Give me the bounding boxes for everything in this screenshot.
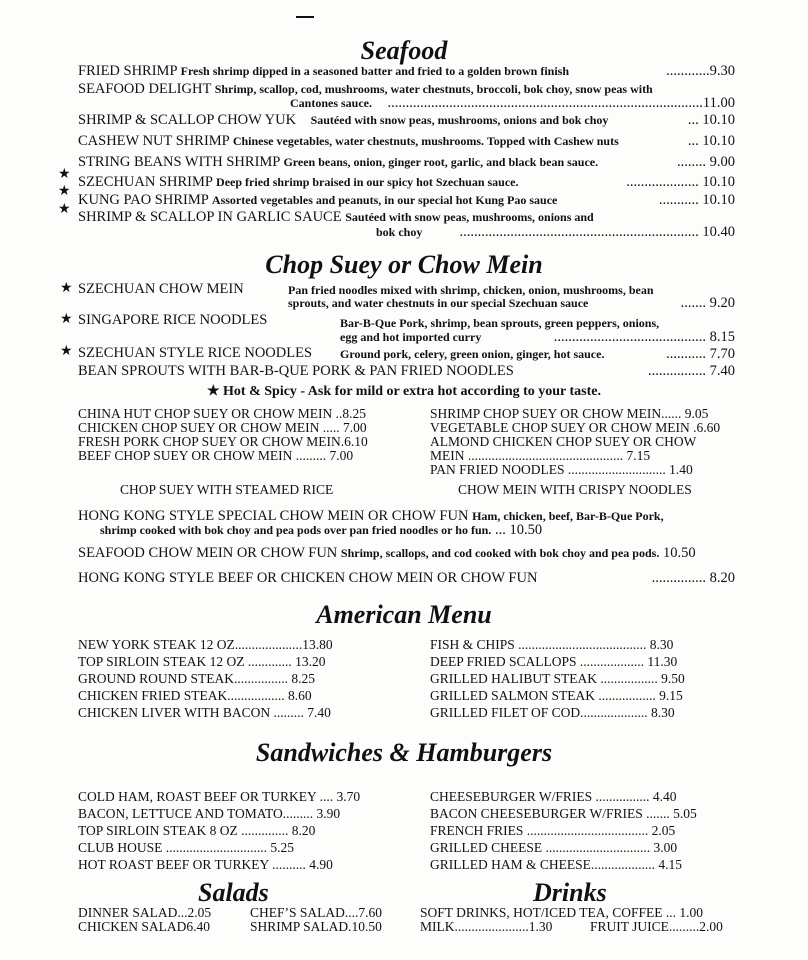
chop-suey-heading: Chop Suey or Chow Mein	[265, 250, 543, 279]
menu-item-shrimp-salad: SHRIMP SALAD.10.50	[250, 919, 382, 934]
item-description: Cantones sauce.	[290, 96, 373, 110]
menu-item-cheeseburger: CHEESEBURGER W/FRIES ................ 4.40	[430, 789, 677, 804]
menu-item-top-sirloin-8: TOP SIRLOIN STEAK 8 OZ .............. 8.20	[78, 823, 316, 838]
spicy-star-icon: ★	[58, 202, 71, 217]
menu-item-grilled-salmon: GRILLED SALMON STEAK ................. 9.15	[430, 688, 683, 703]
menu-item-ny-steak: NEW YORK STEAK 12 OZ....................13.80	[78, 637, 333, 652]
menu-item-blt: BACON, LETTUCE AND TOMATO......... 3.90	[78, 806, 341, 821]
item-description: shrimp cooked with bok choy and pea pods over pan fried noodles or ho fun.	[100, 523, 492, 537]
menu-item-szechuan-shrimp: SZECHUAN SHRIMP Deep fried shrimp braised in our spicy hot Szechuan sauce.	[78, 174, 519, 190]
leader-dots: ..................................................................	[459, 224, 703, 240]
menu-item-french-fries: FRENCH FRIES .................................... 2.05	[430, 823, 676, 838]
menu-item-hk-beef-chicken: HONG KONG STYLE BEEF OR CHICKEN CHOW MEIN OR CHOW FUN	[78, 570, 538, 586]
spicy-star-icon: ★	[58, 184, 71, 199]
menu-item-cold-ham: COLD HAM, ROAST BEEF OR TURKEY .... 3.70	[78, 789, 361, 804]
menu-item-hot-roast-beef: HOT ROAST BEEF OR TURKEY .......... 4.90	[78, 857, 333, 872]
price: 8.15	[709, 329, 735, 345]
menu-item-almond-chicken-chop-suey: ALMOND CHICKEN CHOP SUEY OR CHOW	[430, 434, 697, 449]
item-description: bok choy	[376, 225, 423, 239]
menu-item-club-house: CLUB HOUSE .............................. 5.25	[78, 840, 295, 855]
menu-item-seafood-delight: SEAFOOD DELIGHT Shrimp, scallop, cod, mushrooms, water chestnuts, broccoli, bok choy, snow peas with	[78, 81, 653, 97]
price: 7.40	[709, 363, 735, 379]
drinks-heading: Drinks	[533, 878, 607, 907]
menu-item-shrimp-scallop-chow-yuk: SHRIMP & SCALLOP CHOW YUK Sautéed with snow peas, mushrooms, onions and bok choy	[78, 112, 609, 128]
menu-item-grilled-ham-cheese: GRILLED HAM & CHEESE................... 4.15	[430, 857, 682, 872]
item-description: Pan fried noodles mixed with shrimp, chicken, onion, mushrooms, bean	[288, 283, 654, 297]
menu-item-grilled-cod: GRILLED FILET OF COD.................... 8.30	[430, 705, 675, 720]
price: 8.20	[709, 570, 735, 586]
spicy-star-icon: ★	[60, 344, 73, 359]
menu-item-string-beans-shrimp: STRING BEANS WITH SHRIMP Green beans, onion, ginger root, garlic, and black bean sauce.	[78, 154, 599, 170]
menu-item-fresh-pork-chop-suey: FRESH PORK CHOP SUEY OR CHOW MEIN.6.10	[78, 434, 368, 449]
menu-item-vegetable-chop-suey: VEGETABLE CHOP SUEY OR CHOW MEIN .6.60	[430, 420, 721, 435]
menu-item-ground-round: GROUND ROUND STEAK................ 8.25	[78, 671, 316, 686]
menu-item-cashew-nut-shrimp: CASHEW NUT SHRIMP Chinese vegetables, water chestnuts, mushrooms. Topped with Cashew nuts	[78, 133, 619, 149]
menu-item-china-hut: CHINA HUT CHOP SUEY OR CHOW MEIN ..8.25	[78, 406, 367, 421]
menu-item-milk: MILK......................1.30	[420, 919, 553, 934]
spicy-star-icon: ★	[60, 281, 73, 296]
item-name: MEIN	[430, 448, 465, 463]
menu-item-chicken-chop-suey: CHICKEN CHOP SUEY OR CHOW MEIN ..... 7.00	[78, 420, 367, 435]
subheading-chow-mein-noodles: CHOW MEIN WITH CRISPY NOODLES	[458, 482, 692, 497]
spicy-star-icon: ★	[206, 384, 220, 399]
menu-item-soft-drinks: SOFT DRINKS, HOT/ICED TEA, COFFEE ... 1.00	[420, 905, 704, 920]
price: 7.15	[626, 448, 651, 463]
leader-dots: .......................................................................................	[387, 95, 703, 111]
menu-item-shrimp-scallop-garlic: SHRIMP & SCALLOP IN GARLIC SAUCE Sautéed with snow peas, mushrooms, onions and	[78, 209, 594, 225]
item-description: Ground pork, celery, green onion, ginger, hot sauce.	[340, 347, 605, 361]
menu-item-seafood-chow-mein: SEAFOOD CHOW MEIN OR CHOW FUN Shrimp, scallops, and cod cooked with bok choy and pea pods. 10.50	[78, 545, 696, 561]
item-description: Bar-B-Que Pork, shrimp, bean sprouts, green peppers, onions,	[340, 316, 660, 330]
item-description: sprouts, and water chestnuts in our special Szechuan sauce	[288, 296, 589, 310]
price: 7.70	[709, 346, 735, 362]
menu-item-szechuan-style-rice-noodles: SZECHUAN STYLE RICE NOODLES	[78, 345, 313, 361]
menu-item-chefs-salad: CHEF’S SALAD....7.60	[250, 905, 383, 920]
menu-item-top-sirloin-12: TOP SIRLOIN STEAK 12 OZ ............. 13.20	[78, 654, 326, 669]
menu-item-bacon-cheeseburger: BACON CHEESEBURGER W/FRIES ....... 5.05	[430, 806, 697, 821]
spicy-star-icon: ★	[58, 167, 71, 182]
menu-item-grilled-cheese: GRILLED CHEESE ............................... 3.00	[430, 840, 678, 855]
menu-item-singapore-rice-noodles: SINGAPORE RICE NOODLES	[78, 312, 268, 328]
menu-item-hk-special: HONG KONG STYLE SPECIAL CHOW MEIN OR CHOW FUN Ham, chicken, beef, Bar-B-Que Pork,	[78, 508, 664, 524]
menu-item-kung-pao-shrimp: KUNG PAO SHRIMP Assorted vegetables and peanuts, in our special hot Kung Pao sauce	[78, 192, 558, 208]
leader-dots: ............	[666, 63, 710, 79]
menu-page: Seafood FRIED SHRIMP Fresh shrimp dipped in a seasoned batter and fried to a golden brown finish ............9.30 SEAFOOD DELIGHT Shrimp, scallop, cod, mushrooms, water chestnuts, broccoli, bok choy, snow peas with Cantones sauce. .......................................................................................11.00 SHRIMP & SCALLOP CHOW YUK Sautéed with snow peas, mushrooms, onions and bok choy ... 10.10 CASHEW NUT SHRIMP Chinese vegetables, water chestnuts, mushrooms. Topped with Cashew nuts ... 10.10 STRING BEANS WITH SHRIMP Green beans, onion, ginger root, garlic, and black bean sauce. ........ 9.00 ★ SZECHUAN SHRIMP Deep fried shrimp braised in our spicy hot Szechuan sauce. .................... 10.10 ★ KUNG PAO SHRIMP Assorted vegetables and peanuts, in our special hot Kung Pao sauce ........... 10.10 ★ SHRIMP & SCALLOP IN GARLIC SAUCE Sautéed with snow peas, mushrooms, onions and bok choy .................................................................. 10.40 Chop Suey or Chow Mein ★ SZECHUAN CHOW MEIN Pan fried noodles mixed with shrimp, chicken, onion, mushrooms, bean sprouts, and water chestnuts in our special Szechuan sauce ....... 9.20 ★ SINGAPORE RICE NOODLES Bar-B-Que Pork, shrimp, bean sprouts, green peppers, onions, egg and hot imported curry .......................................... 8.15 ★ SZECHUAN STYLE RICE NOODLES Ground pork, celery, green onion, ginger, hot sauce. ........... 7.70 BEAN SPROUTS WITH BAR-B-QUE PORK & PAN FRIED NOODLES ................ 7.40 ★ Hot & Spicy - Ask for mild or extra hot according to your taste. CHINA HUT CHOP SUEY OR CHOW MEIN ..8.25 CHICKEN CHOP SUEY OR CHOW MEIN ..... 7.00 FRESH PORK CHOP SUEY OR CHOW MEIN.6.10 BEEF CHOP SUEY OR CHOW MEIN ......... 7.00 SHRIMP CHOP SUEY OR CHOW MEIN...... 9.05 VEGETABLE CHOP SUEY OR CHOW MEIN .6.60 ALMOND CHICKEN CHOP SUEY OR CHOW MEIN .............................................. 7.15 PAN FRIED NOODLES ............................. 1.40 CHOP SUEY WITH STEAMED RICE CHOW MEIN WITH CRISPY NOODLES HONG KONG STYLE SPECIAL CHOW MEIN OR CHOW FUN Ham, chicken, beef, Bar-B-Que Pork, shrimp cooked with bok choy and pea pods over pan fried noodles or ho fun. ... 10.50 SEAFOOD CHOW MEIN OR CHOW FUN Shrimp, scallops, and cod cooked with bok choy and pea pods. 10.50 HONG KONG STYLE BEEF OR CHICKEN CHOW MEIN OR CHOW FUN ............... 8.20 American Menu NEW YORK STEAK 12 OZ....................13.80 TOP SIRLOIN STEAK 12 OZ ............. 13.20 GROUND ROUND STEAK................ 8.25 CHICKEN FRIED STEAK................. 8.60 CHICKEN LIVER WITH BACON ......... 7.40 FISH & CHIPS ...................................... 8.30 DEEP FRIED SCALLOPS ................... 11.30 GRILLED HALIBUT STEAK ................. 9.50 GRILLED SALMON STEAK ................. 9.15 GRILLED FILET OF COD.................... 8.30 Sandwiches & Hamburgers COLD HAM, ROAST BEEF OR TURKEY .... 3.70 BACON, LETTUCE AND TOMATO......... 3.90 TOP SIRLOIN STEAK 8 OZ .............. 8.20 CLUB HOUSE .............................. 5.25 HOT ROAST BEEF OR TURKEY .......... 4.90 CHEESEBURGER W/FRIES ................ 4.40 BACON CHEESEBURGER W/FRIES ....... 5.05 FRENCH FRIES .................................... 2.05 GRILLED CHEESE ............................... 3.00 GRILLED HAM & CHEESE................... 4.15 Salads Drinks DINNER SALAD...2.05 CHEF’S SALAD....7.60 CHICKEN SALAD6.40 SHRIMP SALAD.10.50 SOFT DRINKS, HOT/ICED TEA, COFFEE ... 1.00 MILK......................1.30 FRUIT JUICE.........2.00	[0, 0, 808, 960]
price: 10.10	[702, 192, 735, 208]
menu-item-beef-chop-suey: BEEF CHOP SUEY OR CHOW MEIN ......... 7.00	[78, 448, 354, 463]
menu-item-chicken-salad: CHICKEN SALAD6.40	[78, 919, 211, 934]
menu-item-pan-fried-noodles: PAN FRIED NOODLES ............................. 1.40	[430, 462, 693, 477]
leader-dots: ..........................................	[553, 329, 710, 345]
price: 10.10	[702, 112, 735, 128]
menu-item-fish-chips: FISH & CHIPS ...................................... 8.30	[430, 637, 674, 652]
menu-item-chicken-fried-steak: CHICKEN FRIED STEAK................. 8.60	[78, 688, 312, 703]
price: 9.00	[709, 154, 735, 170]
menu-item-bean-sprouts: BEAN SPROUTS WITH BAR-B-QUE PORK & PAN FRIED NOODLES	[78, 363, 514, 379]
item-description: egg and hot imported curry	[340, 330, 482, 344]
menu-item-dinner-salad: DINNER SALAD...2.05	[78, 905, 212, 920]
salads-heading: Salads	[198, 878, 269, 907]
menu-item-szechuan-chow-mein: SZECHUAN CHOW MEIN	[78, 281, 244, 297]
sandwiches-heading: Sandwiches & Hamburgers	[255, 738, 553, 767]
seafood-heading: Seafood	[360, 36, 448, 65]
menu-item-chicken-liver: CHICKEN LIVER WITH BACON ......... 7.40	[78, 705, 331, 720]
price: 9.20	[709, 295, 735, 311]
menu-item-shrimp-chop-suey: SHRIMP CHOP SUEY OR CHOW MEIN...... 9.05	[430, 406, 709, 421]
menu-item-fried-shrimp: FRIED SHRIMP Fresh shrimp dipped in a seasoned batter and fried to a golden brown finish	[78, 63, 570, 79]
price: 10.50	[509, 522, 543, 538]
menu-item-fruit-juice: FRUIT JUICE.........2.00	[590, 919, 723, 934]
spicy-note: ★ Hot & Spicy - Ask for mild or extra hot according to your taste.	[206, 384, 602, 399]
price: 10.10	[702, 174, 735, 190]
menu-item-grilled-halibut: GRILLED HALIBUT STEAK ................. 9.50	[430, 671, 685, 686]
price: 10.10	[702, 133, 735, 149]
subheading-chop-suey-rice: CHOP SUEY WITH STEAMED RICE	[120, 482, 334, 497]
menu-item-deep-fried-scallops: DEEP FRIED SCALLOPS ................... 11.30	[430, 654, 678, 669]
price: 9.30	[709, 63, 735, 79]
top-dash-mark	[296, 16, 314, 18]
price: 10.40	[702, 224, 735, 240]
price: 11.00	[702, 95, 735, 111]
spicy-star-icon: ★	[60, 312, 73, 327]
american-heading: American Menu	[316, 600, 492, 629]
